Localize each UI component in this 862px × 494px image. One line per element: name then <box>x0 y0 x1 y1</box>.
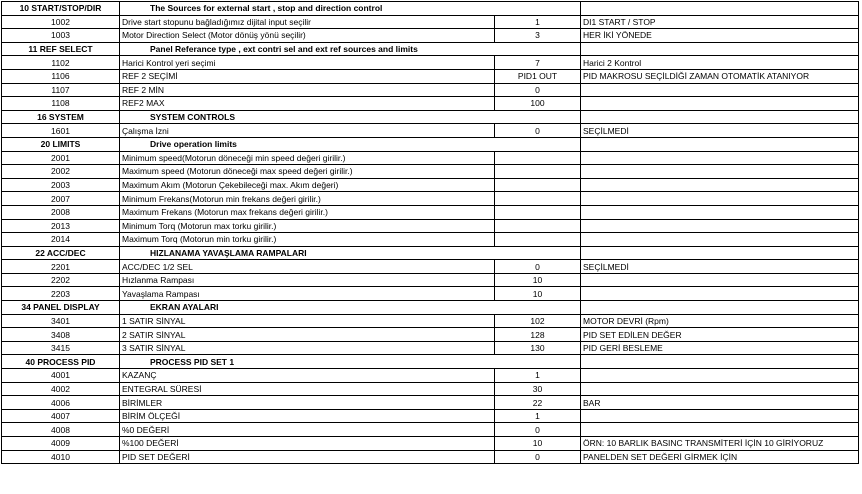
param-note <box>581 192 859 206</box>
section-title: Panel Referance type , ext contri sel and ext ref sources and limits <box>120 42 581 56</box>
param-note <box>581 273 859 287</box>
param-value: PID1 OUT <box>495 69 581 83</box>
param-note <box>581 97 859 111</box>
table-row <box>2 29 859 43</box>
param-description: Maximum Torq (Motorun min torku girilir.) <box>120 233 495 247</box>
param-number: 3415 <box>2 341 120 355</box>
param-note: BAR <box>581 396 859 410</box>
table-row <box>2 287 859 301</box>
param-note: DI1 START / STOP <box>581 15 859 29</box>
section-title: SYSTEM CONTROLS <box>120 110 581 124</box>
table-row <box>2 56 859 70</box>
section-code: 34 PANEL DISPLAY <box>2 301 120 315</box>
param-description: Maximum speed (Motorun döneceği max speed değeri girilir.) <box>120 165 495 179</box>
param-value: 102 <box>495 314 581 328</box>
param-description: ACC/DEC 1/2 SEL <box>120 260 495 274</box>
param-value: 100 <box>495 97 581 111</box>
table-row <box>2 328 859 342</box>
param-description: Minimum speed(Motorun döneceği min speed değeri girilir.) <box>120 151 495 165</box>
section-header-row <box>2 42 859 56</box>
section-blank-cell <box>581 246 859 260</box>
param-number: 2007 <box>2 192 120 206</box>
param-value: 0 <box>495 124 581 138</box>
param-value: 130 <box>495 341 581 355</box>
param-description: Çalışma İzni <box>120 124 495 138</box>
param-description: Motor Direction Select (Motor dönüş yönü seçilir) <box>120 29 495 43</box>
param-value <box>495 219 581 233</box>
param-number: 2008 <box>2 205 120 219</box>
section-code: 16 SYSTEM <box>2 110 120 124</box>
param-value: 22 <box>495 396 581 410</box>
param-description: Maximum Akım (Motorun Çekebileceği max. Akım değeri) <box>120 178 495 192</box>
table-row <box>2 69 859 83</box>
param-description: 1 SATIR SİNYAL <box>120 314 495 328</box>
param-note: ÖRN: 10 BARLIK BASINC TRANSMİTERİ İÇİN 10 GİRİYORUZ <box>581 437 859 451</box>
param-description: Minimum Frekans(Motorun min frekans değeri girilir.) <box>120 192 495 206</box>
param-description: Minimum Torq (Motorun max torku girilir.) <box>120 219 495 233</box>
param-number: 4010 <box>2 450 120 464</box>
param-number: 1102 <box>2 56 120 70</box>
param-description: Hızlanma Rampası <box>120 273 495 287</box>
param-value <box>495 178 581 192</box>
section-title: PROCESS PID SET 1 <box>120 355 581 369</box>
param-note <box>581 423 859 437</box>
table-row <box>2 205 859 219</box>
param-value: 0 <box>495 260 581 274</box>
param-value: 10 <box>495 437 581 451</box>
section-blank-cell <box>581 301 859 315</box>
param-value <box>495 165 581 179</box>
param-number: 4001 <box>2 369 120 383</box>
param-number: 2001 <box>2 151 120 165</box>
table-row <box>2 233 859 247</box>
param-note <box>581 233 859 247</box>
param-note <box>581 178 859 192</box>
param-note <box>581 409 859 423</box>
table-row <box>2 314 859 328</box>
param-value: 10 <box>495 287 581 301</box>
param-number: 1106 <box>2 69 120 83</box>
param-value <box>495 192 581 206</box>
section-code: 22 ACC/DEC <box>2 246 120 260</box>
param-number: 2201 <box>2 260 120 274</box>
section-code: 10 START/STOP/DIR <box>2 2 120 16</box>
section-code: 40 PROCESS PID <box>2 355 120 369</box>
param-note <box>581 151 859 165</box>
param-note: PID MAKROSU SEÇİLDİĞİ ZAMAN OTOMATİK ATANIYOR <box>581 69 859 83</box>
param-description: REF2 MAX <box>120 97 495 111</box>
param-value: 10 <box>495 273 581 287</box>
param-description: REF 2 SEÇİMİ <box>120 69 495 83</box>
param-number: 4007 <box>2 409 120 423</box>
table-row <box>2 409 859 423</box>
table-row <box>2 423 859 437</box>
table-row <box>2 97 859 111</box>
param-number: 2202 <box>2 273 120 287</box>
param-note <box>581 219 859 233</box>
table-row <box>2 165 859 179</box>
table-row <box>2 437 859 451</box>
param-number: 4002 <box>2 382 120 396</box>
param-value: 3 <box>495 29 581 43</box>
param-value: 1 <box>495 409 581 423</box>
param-value <box>495 151 581 165</box>
param-description: REF 2 MİN <box>120 83 495 97</box>
section-blank-cell <box>581 110 859 124</box>
table-row <box>2 273 859 287</box>
param-note: MOTOR DEVRİ (Rpm) <box>581 314 859 328</box>
param-number: 1107 <box>2 83 120 97</box>
param-value <box>495 233 581 247</box>
param-number: 2013 <box>2 219 120 233</box>
param-value: 128 <box>495 328 581 342</box>
param-description: Yavaşlama Rampası <box>120 287 495 301</box>
param-note <box>581 83 859 97</box>
section-title: HIZLANAMA YAVAŞLAMA RAMPALARI <box>120 246 581 260</box>
section-header-row <box>2 355 859 369</box>
param-description: BİRİM ÖLÇEĞİ <box>120 409 495 423</box>
param-note: SEÇİLMEDİ <box>581 260 859 274</box>
param-note <box>581 369 859 383</box>
table-row <box>2 396 859 410</box>
param-value: 0 <box>495 83 581 97</box>
section-title: The Sources for external start , stop and direction control <box>120 2 581 16</box>
param-number: 3408 <box>2 328 120 342</box>
table-row <box>2 178 859 192</box>
table-row <box>2 219 859 233</box>
param-note: PID GERİ BESLEME <box>581 341 859 355</box>
table-row <box>2 15 859 29</box>
param-note: Harici 2 Kontrol <box>581 56 859 70</box>
param-number: 1108 <box>2 97 120 111</box>
section-title: Drive operation limits <box>120 137 581 151</box>
param-value: 7 <box>495 56 581 70</box>
param-number: 2002 <box>2 165 120 179</box>
section-title: EKRAN AYALARI <box>120 301 581 315</box>
section-blank-cell <box>581 2 859 16</box>
table-row <box>2 382 859 396</box>
section-header-row <box>2 2 859 16</box>
param-description: Drive start stopunu bağladığımız dijital input seçilir <box>120 15 495 29</box>
section-header-row <box>2 110 859 124</box>
param-number: 4006 <box>2 396 120 410</box>
param-description: ENTEGRAL SÜRESİ <box>120 382 495 396</box>
param-number: 4008 <box>2 423 120 437</box>
section-code: 20 LIMITS <box>2 137 120 151</box>
section-code: 11 REF SELECT <box>2 42 120 56</box>
param-number: 2003 <box>2 178 120 192</box>
param-note: HER İKİ YÖNEDE <box>581 29 859 43</box>
param-note <box>581 205 859 219</box>
table-row <box>2 83 859 97</box>
table-row <box>2 260 859 274</box>
table-row <box>2 124 859 138</box>
table-row <box>2 341 859 355</box>
param-number: 2014 <box>2 233 120 247</box>
param-value: 1 <box>495 15 581 29</box>
section-header-row <box>2 137 859 151</box>
section-header-row <box>2 246 859 260</box>
table-row <box>2 151 859 165</box>
param-note: PANELDEN SET DEĞERİ GİRMEK İÇİN <box>581 450 859 464</box>
param-value: 30 <box>495 382 581 396</box>
table-row <box>2 450 859 464</box>
table-row <box>2 369 859 383</box>
param-description: KAZANÇ <box>120 369 495 383</box>
param-number: 4009 <box>2 437 120 451</box>
section-blank-cell <box>581 355 859 369</box>
param-number: 3401 <box>2 314 120 328</box>
param-description: BİRİMLER <box>120 396 495 410</box>
param-description: PID SET DEĞERİ <box>120 450 495 464</box>
param-note: PID SET EDİLEN DEĞER <box>581 328 859 342</box>
param-description: %100 DEĞERİ <box>120 437 495 451</box>
param-value <box>495 205 581 219</box>
param-note: SEÇİLMEDİ <box>581 124 859 138</box>
param-number: 1003 <box>2 29 120 43</box>
param-note <box>581 165 859 179</box>
param-description: Harici Kontrol yeri seçimi <box>120 56 495 70</box>
param-description: 2 SATIR SİNYAL <box>120 328 495 342</box>
table-row <box>2 192 859 206</box>
param-value: 0 <box>495 423 581 437</box>
parameter-table <box>1 1 859 464</box>
param-description: Maximum Frekans (Motorun max frekans değeri girilir.) <box>120 205 495 219</box>
param-value: 0 <box>495 450 581 464</box>
param-note <box>581 287 859 301</box>
section-blank-cell <box>581 42 859 56</box>
section-header-row <box>2 301 859 315</box>
section-blank-cell <box>581 137 859 151</box>
param-value: 1 <box>495 369 581 383</box>
param-description: 3 SATIR SİNYAL <box>120 341 495 355</box>
param-number: 2203 <box>2 287 120 301</box>
param-note <box>581 382 859 396</box>
param-description: %0 DEĞERİ <box>120 423 495 437</box>
param-number: 1002 <box>2 15 120 29</box>
param-number: 1601 <box>2 124 120 138</box>
